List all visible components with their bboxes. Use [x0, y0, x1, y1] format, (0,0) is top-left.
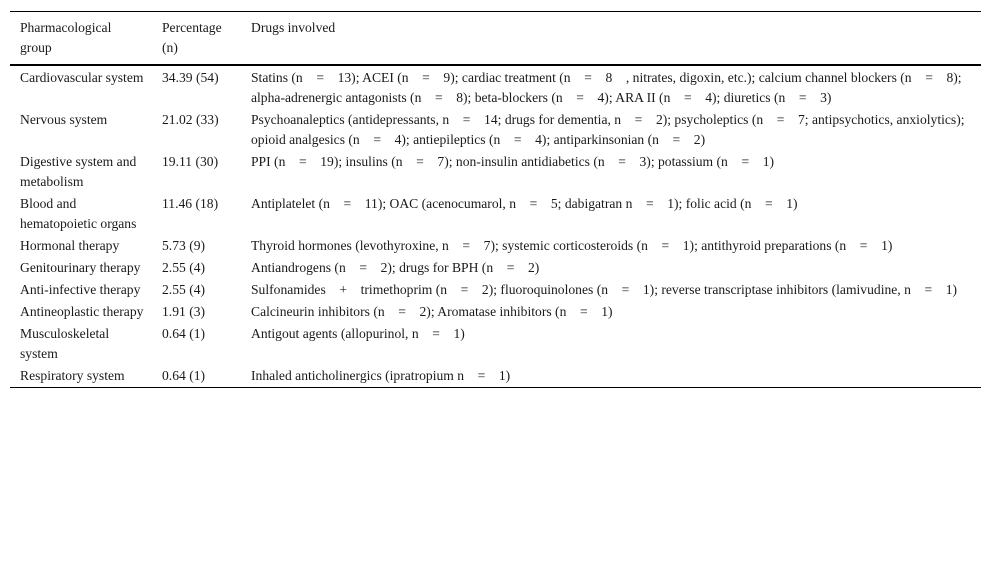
cell-percentage: 21.02 (33) — [162, 112, 219, 127]
cell-group: Nervous system — [20, 112, 108, 127]
cell-group: Genitourinary therapy — [20, 260, 141, 275]
table-header — [10, 12, 981, 66]
cell-drugs: Psychoanaleptics (antidepressants, n = 14; drugs for dementia, n = 2); psycholeptics (n = 7; antipsychotics, anxiolytics); opioid analgesics (n = 4); antiepileptics (n = 4); antiparkinsonian (n = 2) — [251, 112, 965, 147]
cell-drugs: Statins (n = 13); ACEI (n = 9); cardiac treatment (n = 8 , nitrates, digoxin, etc.); calcium channel blockers (n = 8); alpha-adrenergic antagonists (n = 8); beta-blockers (n = 4); ARA II (n = 4); diuretics (n = 3) — [251, 70, 962, 105]
cell-group: Anti-infective therapy — [20, 282, 141, 297]
cell-percentage: 2.55 (4) — [162, 282, 206, 297]
table-row — [10, 323, 981, 365]
table-row — [10, 235, 981, 257]
cell-group: Musculoskeletal system — [20, 326, 110, 361]
table-row — [10, 193, 981, 235]
cell-percentage: 0.64 (1) — [162, 368, 206, 383]
table-body — [10, 65, 981, 388]
cell-percentage: 5.73 (9) — [162, 238, 206, 253]
cell-group: Respiratory system — [20, 368, 125, 383]
cell-drugs: Sulfonamides + trimethoprim (n = 2); fluoroquinolones (n = 1); reverse transcriptase inhibitors (lamivudine, n = 1) — [251, 282, 958, 297]
table-row — [10, 65, 981, 109]
cell-drugs: Thyroid hormones (levothyroxine, n = 7); systemic corticosteroids (n = 1); antithyroid preparations (n = 1) — [251, 238, 893, 253]
header-row — [10, 12, 981, 66]
cell-percentage: 2.55 (4) — [162, 260, 206, 275]
cell-percentage: 1.91 (3) — [162, 304, 206, 319]
table-row — [10, 365, 981, 388]
cell-group: Blood and hematopoietic organs — [20, 196, 137, 231]
cell-drugs: Inhaled anticholinergics (ipratropium n = 1) — [251, 368, 511, 383]
cell-group: Digestive system and metabolism — [20, 154, 137, 189]
header-drugs-involved: Drugs involved — [251, 20, 336, 35]
cell-percentage: 19.11 (30) — [162, 154, 219, 169]
table-row — [10, 279, 981, 301]
cell-drugs: Antiandrogens (n = 2); drugs for BPH (n = 2) — [251, 260, 540, 275]
cell-percentage: 0.64 (1) — [162, 326, 206, 341]
cell-group: Antineoplastic therapy — [20, 304, 144, 319]
drug-table-container — [10, 11, 981, 388]
drug-table — [10, 11, 981, 388]
cell-drugs: Calcineurin inhibitors (n = 2); Aromatase inhibitors (n = 1) — [251, 304, 613, 319]
table-row — [10, 301, 981, 323]
table-row — [10, 109, 981, 151]
cell-group: Hormonal therapy — [20, 238, 120, 253]
cell-percentage: 11.46 (18) — [162, 196, 219, 211]
cell-drugs: PPI (n = 19); insulins (n = 7); non-insulin antidiabetics (n = 3); potassium (n = 1) — [251, 154, 775, 169]
header-percentage: Percentage (n) — [162, 20, 222, 55]
table-row — [10, 151, 981, 193]
cell-group: Cardiovascular system — [20, 70, 144, 85]
cell-percentage: 34.39 (54) — [162, 70, 219, 85]
header-pharmacological-group: Pharmacological group — [20, 20, 112, 55]
cell-drugs: Antiplatelet (n = 11); OAC (acenocumarol, n = 5; dabigatran n = 1); folic acid (n = 1) — [251, 196, 798, 211]
cell-drugs: Antigout agents (allopurinol, n = 1) — [251, 326, 465, 341]
table-row — [10, 257, 981, 279]
